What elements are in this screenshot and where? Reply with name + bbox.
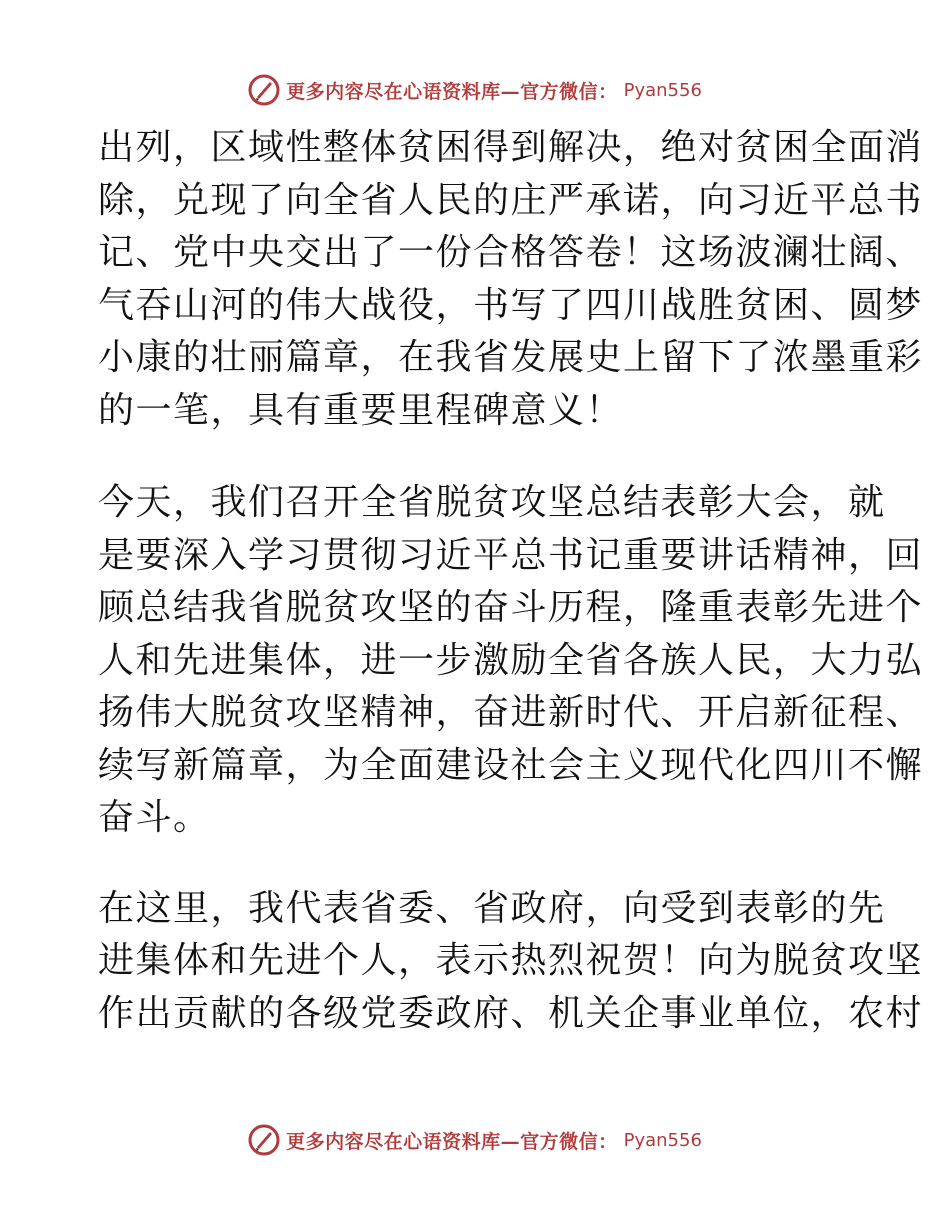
text-line: 奋斗。	[98, 797, 211, 838]
watermark-text: 更多内容尽在心语资料库—官方微信：	[286, 80, 618, 103]
paragraph-1	[98, 122, 924, 437]
text-line: 小康的壮丽篇章，在我省发展史上留下了浓墨重彩	[98, 337, 924, 378]
text-line: 顾总结我省脱贫攻坚的奋斗历程，隆重表彰先进个	[98, 587, 924, 628]
text-line: 作出贡献的各级党委政府、机关企事业单位，农村	[98, 992, 924, 1034]
text-line: 在这里，我代表省委、省政府，向受到表彰的先	[98, 887, 886, 929]
text-line: 除，兑现了向全省人民的庄严承诺，向习近平总书	[98, 179, 924, 221]
paragraph-2	[98, 477, 924, 845]
text-line: 记、党中央交出了一份合格答卷！这场波澜壮阔、	[98, 232, 924, 273]
text-line: 人和先进集体，进一步激励全省各族人民，大力弘	[98, 639, 924, 681]
document-body	[98, 122, 924, 1040]
text-line: 今天，我们召开全省脱贫攻坚总结表彰大会，就	[98, 482, 886, 523]
quill-logo-icon	[248, 1124, 280, 1156]
text-line: 进集体和先进个人，表示热烈祝贺！向为脱贫攻坚	[98, 940, 924, 981]
watermark-wechat-id: Pyan556	[623, 79, 702, 101]
text-line: 气吞山河的伟大战役，书写了四川战胜贫困、圆梦	[98, 284, 924, 326]
text-line: 续写新篇章，为全面建设社会主义现代化四川不懈	[98, 744, 924, 786]
text-line: 的一笔，具有重要里程碑意义！	[98, 389, 624, 431]
watermark-text: 更多内容尽在心语资料库—官方微信：	[286, 1130, 618, 1153]
watermark-wechat-id: Pyan556	[623, 1129, 702, 1151]
header-watermark	[0, 70, 950, 110]
footer-watermark	[0, 1120, 950, 1160]
quill-logo-icon	[248, 74, 280, 106]
paragraph-3	[98, 883, 924, 1041]
text-line: 是要深入学习贯彻习近平总书记重要讲话精神，回	[98, 534, 924, 576]
text-line: 出列，区域性整体贫困得到解决，绝对贫困全面消	[98, 127, 924, 168]
text-line: 扬伟大脱贫攻坚精神，奋进新时代、开启新征程、	[98, 692, 924, 733]
